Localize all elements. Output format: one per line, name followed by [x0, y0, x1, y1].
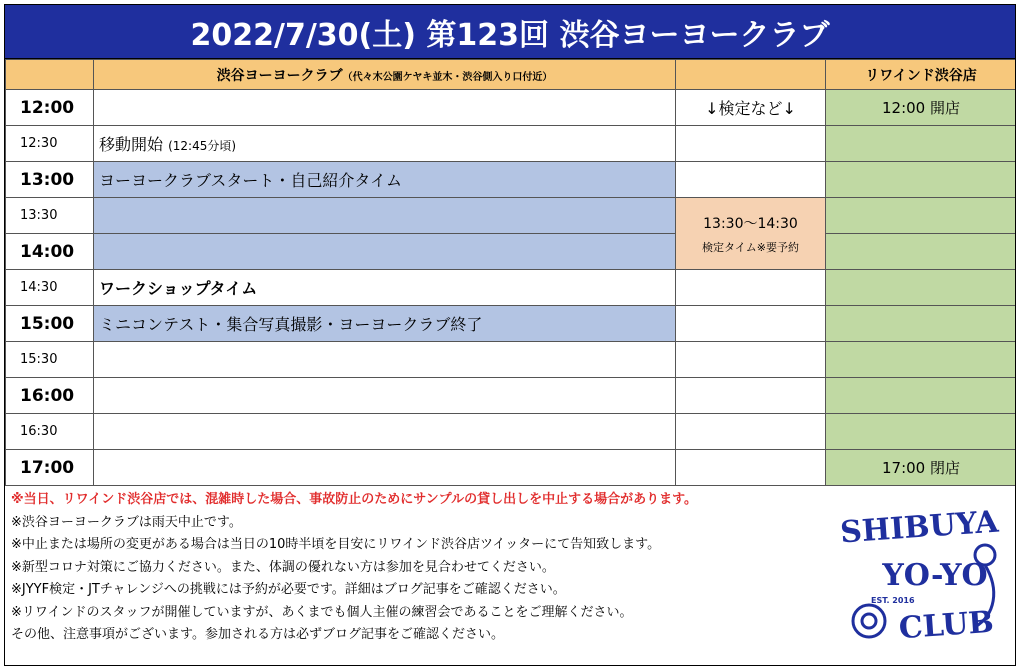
store-cell: [826, 414, 1017, 450]
time-cell: 15:00: [6, 306, 94, 342]
yoyo-icon: [853, 605, 885, 637]
note-item: ※新型コロナ対策にご協力ください。また、体調の優れない方は参加を見合わせてください。: [11, 559, 555, 575]
table-header-row: [6, 60, 1017, 90]
kentei-cell: [676, 342, 826, 378]
kentei-cell: [676, 126, 826, 162]
table-row: [6, 198, 1017, 234]
activity-cell: [94, 450, 676, 486]
store-close: 17:00 閉店: [826, 450, 1017, 486]
page-title: 2022/7/30(土) 第123回 渋谷ヨーヨークラブ: [5, 5, 1015, 59]
store-cell: [826, 378, 1017, 414]
time-cell: 15:30: [6, 342, 94, 378]
time-cell: 16:30: [6, 414, 94, 450]
yoyo-hub-icon: [862, 614, 876, 628]
header-time: [6, 60, 94, 90]
table-row: [6, 234, 1017, 270]
logo-est: EST. 2016: [871, 596, 915, 605]
store-cell: [826, 198, 1017, 234]
club-logo: [835, 495, 1005, 655]
activity-cell: [94, 342, 676, 378]
time-cell: 16:00: [6, 378, 94, 414]
store-cell: [826, 270, 1017, 306]
header-club-location: （代々木公園ケヤキ並木・渋谷側入り口付近）: [342, 71, 553, 83]
store-open: 12:00 開店: [826, 90, 1017, 126]
time-cell: 12:30: [6, 126, 94, 162]
store-cell: [826, 306, 1017, 342]
note-item: ※リワインドのスタッフが開催していますが、あくまでも個人主催の練習会であることをご理解ください。: [11, 604, 633, 620]
note-item: その他、注意事項がございます。参加される方は必ずブログ記事をご確認ください。: [11, 627, 504, 642]
table-row: [6, 414, 1017, 450]
table-row: [6, 342, 1017, 378]
note-item: ※JYYF検定・JTチャレンジへの挑戦には予約が必要です。詳細はブログ記事をご確認ください。: [11, 582, 566, 597]
kentei-note: 検定タイム※要予約: [702, 240, 799, 254]
table-row: [6, 162, 1017, 198]
time-cell: 13:30: [6, 198, 94, 234]
table-row: [6, 126, 1017, 162]
schedule-sheet: [4, 4, 1016, 666]
kentei-cell: [676, 378, 826, 414]
activity-cell: [94, 126, 676, 162]
kentei-label: ↓検定など↓: [676, 90, 826, 126]
store-cell: [826, 126, 1017, 162]
note-item: ※中止または場所の変更がある場合は当日の10時半頃を目安にリワインド渋谷店ツイッターにて告知致します。: [11, 537, 661, 552]
header-club: [94, 60, 676, 90]
kentei-cell: [676, 306, 826, 342]
activity-cell: [94, 90, 676, 126]
table-row: [6, 450, 1017, 486]
activity-cell: [94, 234, 676, 270]
store-cell: [826, 162, 1017, 198]
logo-text-line3: CLUB: [897, 604, 995, 647]
kentei-time-block: [676, 198, 826, 270]
club-start: ヨーヨークラブスタート・自己紹介タイム: [94, 162, 676, 198]
activity-cell: [94, 378, 676, 414]
note-item: ※渋谷ヨーヨークラブは雨天中止です。: [11, 514, 242, 530]
kentei-time: 13:30〜14:30: [703, 215, 798, 232]
kentei-cell: [676, 270, 826, 306]
time-cell: 17:00: [6, 450, 94, 486]
header-club-title: 渋谷ヨーヨークラブ: [216, 67, 343, 84]
kentei-cell: [676, 414, 826, 450]
header-store: リワインド渋谷店: [826, 60, 1017, 90]
mini-contest: ミニコンテスト・集合写真撮影・ヨーヨークラブ終了: [94, 306, 676, 342]
table-row: [6, 378, 1017, 414]
move-note: (12:45分頃): [168, 139, 237, 153]
kentei-cell: [676, 162, 826, 198]
table-row: [6, 90, 1017, 126]
move-start: 移動開始: [99, 135, 164, 154]
activity-cell: [94, 270, 676, 306]
time-cell: 14:00: [6, 234, 94, 270]
logo-text-line2: YO-YO: [882, 558, 988, 593]
time-cell: 13:00: [6, 162, 94, 198]
note-warning: ※当日、リワインド渋谷店では、混雑時した場合、事故防止のためにサンプルの貸し出しを中止する場合があります。: [11, 492, 698, 507]
notes-list: [11, 489, 831, 647]
table-row: [6, 306, 1017, 342]
time-cell: 12:00: [6, 90, 94, 126]
store-cell: [826, 342, 1017, 378]
activity-cell: [94, 414, 676, 450]
store-cell: [826, 234, 1017, 270]
table-row: [6, 270, 1017, 306]
header-extra: [676, 60, 826, 90]
workshop-time: ワークショップタイム: [99, 279, 258, 298]
activity-cell: [94, 198, 676, 234]
schedule-table: [5, 59, 1016, 486]
logo-text-line1: SHIBUYA: [839, 504, 1000, 551]
time-cell: 14:30: [6, 270, 94, 306]
kentei-cell: [676, 450, 826, 486]
